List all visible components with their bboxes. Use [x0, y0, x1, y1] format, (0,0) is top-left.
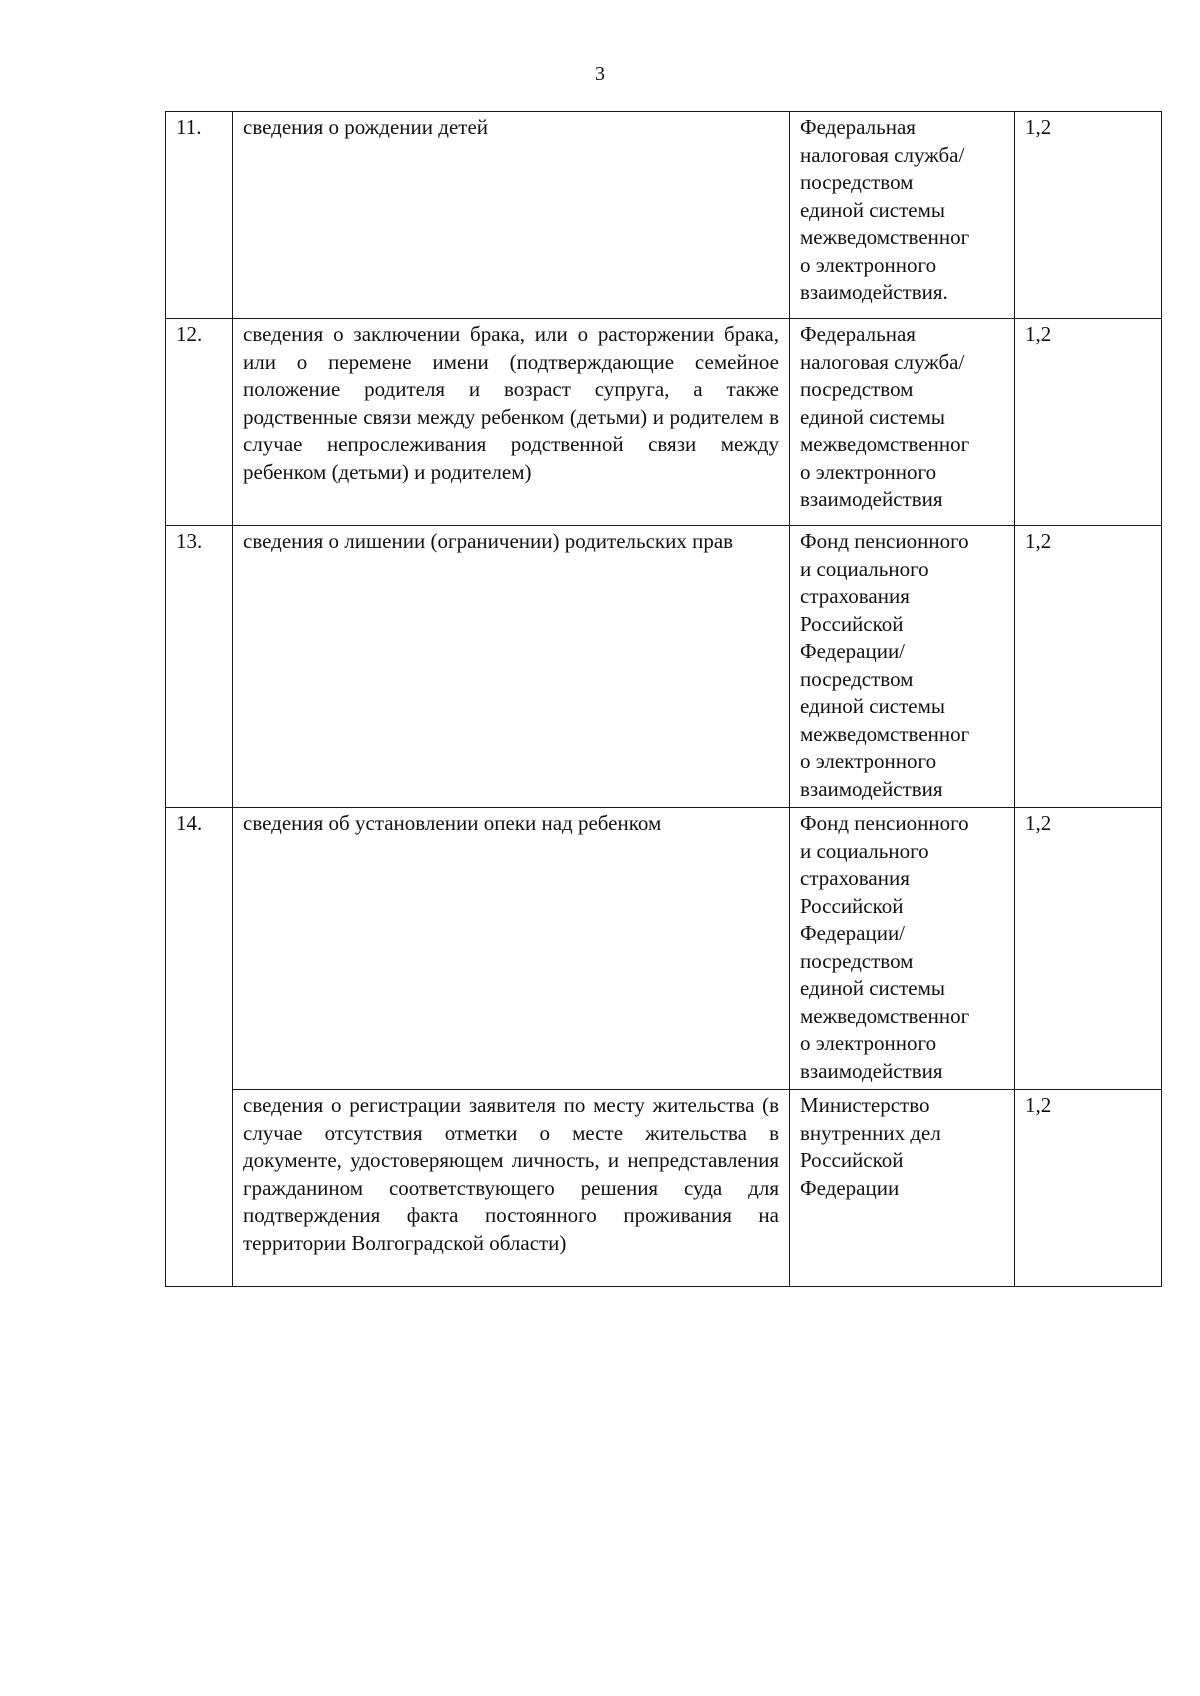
organization-line: межведомственног	[800, 225, 970, 249]
organization-line: Федеральная	[800, 115, 916, 139]
organization-line: о электронного	[800, 749, 937, 773]
organization-line: и социального	[800, 838, 929, 863]
organization-line: и социального	[800, 556, 929, 581]
description-text: сведения об установлении опеки над ребенком	[243, 811, 662, 835]
row-number: 14.	[166, 808, 233, 1287]
organization-line: межведомственног	[800, 721, 970, 746]
organization-line	[800, 528, 1004, 556]
row-description	[233, 112, 790, 319]
row-organization	[790, 319, 1015, 526]
description-text: сведения о регистрации заявителя по месту жительства (в случае отсутствия отметки о месте жительства в документе, удостоверяющем личность, и непредставления гражданином соответствующего решения суда для подтверждения факта постоянного проживания на территории Волгоградской области)	[243, 1093, 779, 1255]
table-row-14	[166, 808, 1162, 1090]
organization-line: единой системы	[800, 694, 945, 718]
row-note: 1,2	[1015, 526, 1162, 808]
organization-line: посредством	[800, 666, 914, 691]
organization-word: Фонд пенсионного	[800, 529, 969, 553]
organization-line: о электронного	[800, 459, 937, 484]
organization-line: Министерство	[800, 1093, 930, 1117]
organization-line: о электронного	[800, 1031, 937, 1055]
row-description	[233, 319, 790, 526]
row-description	[233, 526, 790, 808]
row-organization	[790, 112, 1015, 319]
row-organization	[790, 1090, 1015, 1287]
row-description	[233, 808, 790, 1090]
description-text: сведения о лишении (ограничении) родительских прав	[243, 529, 734, 553]
organization-line: Федеральная	[800, 322, 916, 346]
row-note: 1,2	[1015, 319, 1162, 526]
row-organization	[790, 808, 1015, 1090]
table-row-12	[166, 319, 1162, 526]
organization-line: Федерации/	[800, 921, 906, 945]
table-row-11	[166, 112, 1162, 319]
row-number: 12.	[166, 319, 233, 526]
description-text: сведения о заключении брака, или о расторжении брака, или о перемене имени (подтверждающие семейное положение родителя и возраст супруга, а также родственные связи между ребенком (детьми) и родителем в случае непрослеживания родственной связи между ребенком (детьми) и родителем)	[243, 322, 779, 484]
organization-line: единой системы	[800, 197, 945, 222]
row-note: 1,2	[1015, 112, 1162, 319]
organization-line: внутренних дел	[800, 1120, 941, 1145]
organization-line: посредством	[800, 170, 914, 194]
organization-line: Российской	[800, 893, 904, 918]
row-number: 13.	[166, 526, 233, 808]
table-row-13	[166, 526, 1162, 808]
table-row-14-sub	[166, 1090, 1162, 1287]
organization-line: Фонд пенсионного	[800, 811, 969, 835]
row-description	[233, 1090, 790, 1287]
organization-line: единой системы	[800, 404, 945, 429]
organization-line: Российской	[800, 1148, 904, 1172]
description-text: сведения о рождении детей	[243, 115, 488, 139]
organization-line: Федерации/	[800, 639, 906, 663]
organization-line: межведомственног	[800, 1003, 970, 1028]
row-number: 11.	[166, 112, 233, 319]
organization-line: взаимодействия	[800, 776, 943, 801]
organization-line: посредством	[800, 377, 914, 401]
organization-line: взаимодействия	[800, 487, 943, 511]
row-note: 1,2	[1015, 1090, 1162, 1287]
organization-line: о электронного	[800, 252, 937, 277]
page-number: 3	[595, 63, 605, 85]
organization-line: Российской	[800, 611, 904, 636]
organization-line: посредством	[800, 948, 914, 973]
organization-line: налоговая служба/	[800, 142, 965, 167]
row-note: 1,2	[1015, 808, 1162, 1090]
row-organization	[790, 526, 1015, 808]
organization-line: взаимодействия.	[800, 280, 948, 304]
organization-line: Федерации	[800, 1175, 900, 1200]
services-table	[165, 111, 1162, 1287]
organization-line: налоговая служба/	[800, 349, 965, 374]
organization-line: взаимодействия	[800, 1058, 943, 1083]
organization-line: межведомственног	[800, 432, 970, 456]
organization-line: единой системы	[800, 976, 945, 1000]
organization-line: страхования	[800, 866, 910, 890]
organization-line: страхования	[800, 584, 910, 608]
